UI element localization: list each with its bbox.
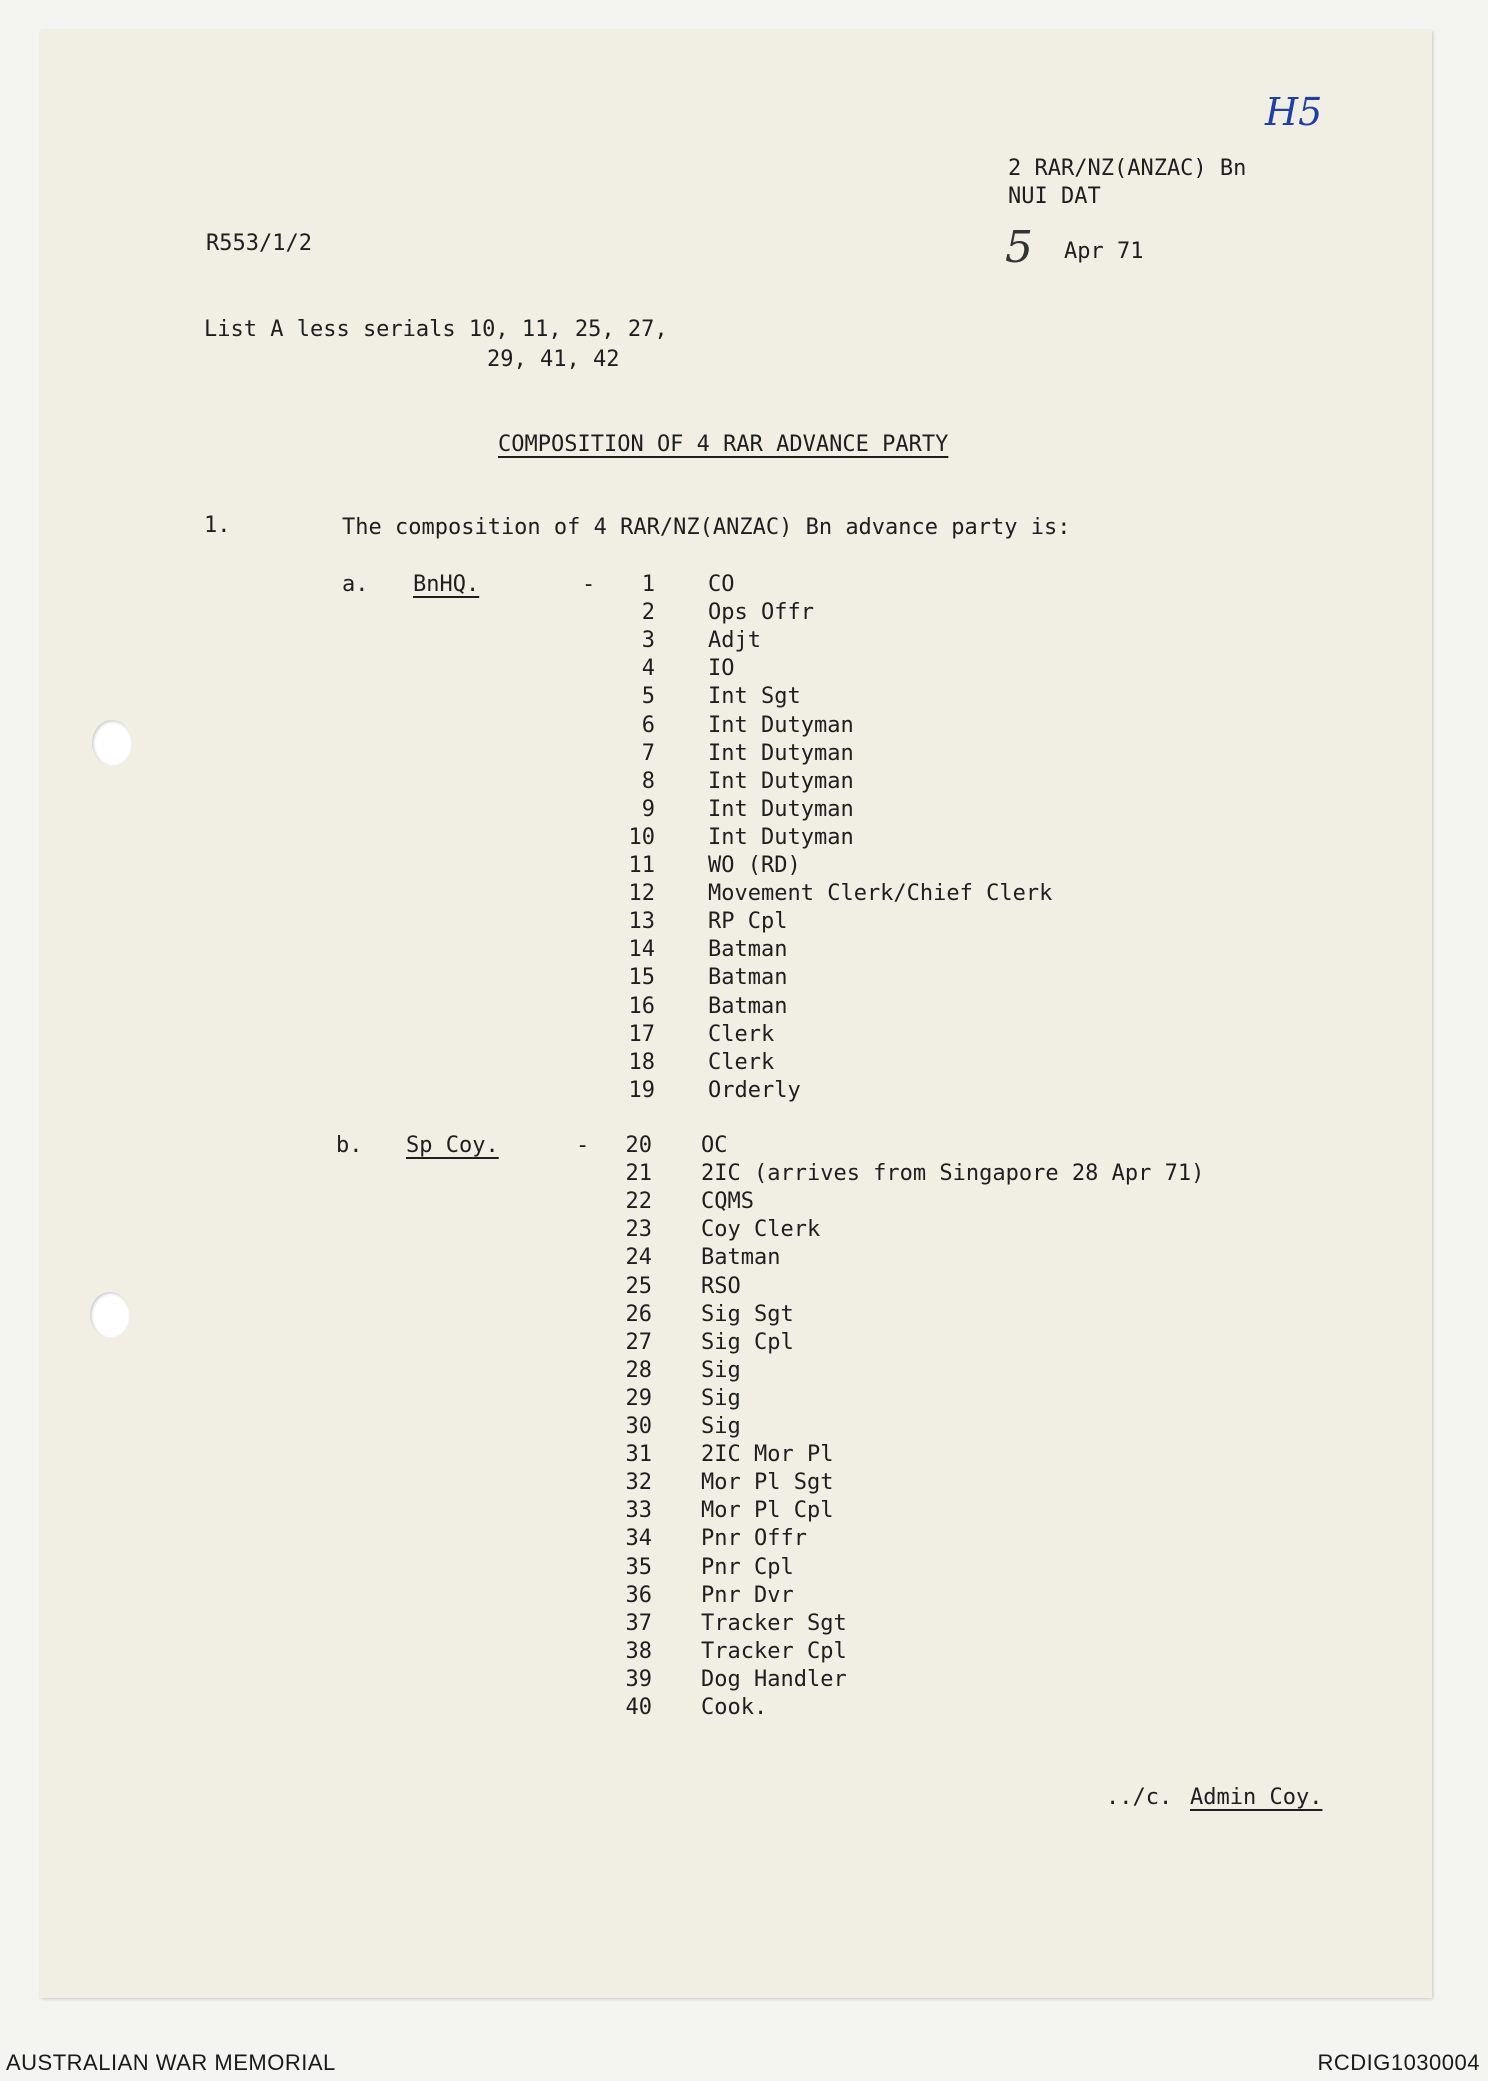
serial-number: 31 [625, 1442, 652, 1468]
serial-number: 15 [628, 965, 655, 991]
section-a-heading: BnHQ. [413, 572, 480, 597]
serial-number: 29 [625, 1385, 652, 1411]
serial-role: Ops Offr [708, 600, 814, 626]
serial-role: Int Dutyman [708, 712, 854, 738]
section-b-heading: Sp Coy. [406, 1133, 499, 1158]
serial-role: Clerk [708, 1049, 775, 1075]
serial-role: Adjt [708, 628, 761, 654]
document-title: COMPOSITION OF 4 RAR ADVANCE PARTY [498, 432, 949, 457]
serial-number: 24 [625, 1245, 652, 1271]
serial-role: Sig Sgt [701, 1301, 794, 1327]
serial-number: 37 [625, 1610, 652, 1636]
date-day-handwritten: 5 [1005, 222, 1033, 273]
serial-number: 4 [641, 656, 655, 682]
serial-role: Tracker Cpl [701, 1638, 847, 1664]
serial-number: 35 [625, 1554, 652, 1580]
footer-institution: AUSTRALIAN WAR MEMORIAL [6, 2050, 336, 2075]
serial-role: Int Sgt [708, 684, 801, 710]
serial-role: Pnr Dvr [701, 1582, 794, 1608]
serial-role: Batman [708, 937, 788, 963]
serial-number: 11 [628, 853, 655, 878]
serial-role: Int Dutyman [708, 768, 854, 794]
section-b-dash: - [576, 1133, 590, 1158]
serial-role: Mor Pl Sgt [701, 1470, 834, 1496]
serial-role: WO (RD) [708, 853, 801, 878]
serial-role: RSO [701, 1273, 741, 1299]
date: Apr 71 [1064, 239, 1144, 264]
serial-number: 8 [641, 768, 655, 794]
serial-number: 16 [628, 993, 655, 1019]
section-a-letter: a. [342, 572, 369, 597]
serial-number: 20 [625, 1133, 652, 1158]
serial-number: 33 [625, 1498, 652, 1524]
serial-number: 10 [628, 824, 655, 850]
serial-number: 32 [625, 1470, 652, 1496]
serial-number: 25 [625, 1273, 652, 1299]
serial-role: Cook. [701, 1695, 768, 1720]
serial-role: Orderly [708, 1077, 801, 1103]
punch-hole-bottom [90, 1292, 130, 1338]
serial-number: 19 [628, 1077, 655, 1103]
serial-number: 13 [628, 909, 655, 935]
serial-number: 21 [625, 1161, 652, 1187]
serial-role: RP Cpl [708, 909, 788, 935]
serial-role: Tracker Sgt [701, 1610, 847, 1636]
serial-role: Batman [708, 965, 788, 991]
serial-number: 1 [641, 572, 655, 597]
section-b-letter: b. [336, 1133, 363, 1158]
serial-number: 36 [625, 1582, 652, 1608]
serial-number: 2 [641, 600, 655, 626]
serial-role: CO [708, 572, 735, 597]
serial-role: Pnr Cpl [701, 1554, 794, 1580]
serial-role: Batman [708, 993, 788, 1019]
serial-role: Batman [701, 1245, 781, 1271]
serial-number: 7 [641, 740, 655, 766]
file-reference: R553/1/2 [206, 231, 312, 256]
serial-role: Coy Clerk [701, 1217, 821, 1243]
serial-number: 26 [625, 1301, 652, 1327]
serial-role: OC [701, 1133, 728, 1158]
paragraph-number: 1. [204, 513, 231, 538]
distribution-line-1: List A less serials 10, 11, 25, 27, [204, 317, 668, 342]
continuation-next: Admin Coy. [1190, 1785, 1323, 1810]
footer-record-id: RCDIG1030004 [1317, 2050, 1480, 2075]
serial-role: Dog Handler [701, 1666, 847, 1692]
unit-line-2: NUI DAT [1008, 184, 1101, 209]
serial-number: 18 [628, 1049, 655, 1075]
serial-number: 38 [625, 1638, 652, 1664]
serial-role: Mor Pl Cpl [701, 1498, 834, 1524]
punch-hole-top [92, 720, 132, 766]
serial-number: 3 [641, 628, 655, 654]
serial-number: 22 [625, 1189, 652, 1215]
serial-role: Movement Clerk/Chief Clerk [708, 881, 1053, 907]
serial-number: 34 [625, 1526, 652, 1552]
serial-number: 14 [628, 937, 655, 963]
paragraph-text: The composition of 4 RAR/NZ(ANZAC) Bn advance party is: [342, 515, 1071, 540]
serial-role: Sig [701, 1357, 741, 1383]
distribution-line-2: 29, 41, 42 [487, 347, 620, 372]
serial-role: 2IC (arrives from Singapore 28 Apr 71) [701, 1161, 1205, 1187]
section-a-dash: - [582, 572, 596, 597]
handwritten-ref: H5 [1265, 90, 1323, 134]
serial-number: 23 [625, 1217, 652, 1243]
serial-role: Pnr Offr [701, 1526, 807, 1552]
serial-role: Sig [701, 1385, 741, 1411]
serial-number: 39 [625, 1666, 652, 1692]
serial-role: 2IC Mor Pl [701, 1442, 834, 1468]
serial-role: Int Dutyman [708, 824, 854, 850]
serial-number: 40 [625, 1695, 652, 1720]
serial-number: 30 [625, 1414, 652, 1439]
serial-number: 28 [625, 1357, 652, 1383]
serial-number: 27 [625, 1329, 652, 1355]
serial-role: Sig Cpl [701, 1329, 794, 1355]
serial-role: CQMS [701, 1189, 754, 1215]
serial-number: 5 [641, 684, 655, 710]
serial-role: Clerk [708, 1021, 775, 1047]
unit-line-1: 2 RAR/NZ(ANZAC) Bn [1008, 156, 1247, 181]
serial-role: Int Dutyman [708, 740, 854, 766]
serial-number: 17 [628, 1021, 655, 1047]
serial-role: Sig [701, 1414, 741, 1439]
serial-number: 12 [628, 881, 655, 907]
serial-role: IO [708, 656, 735, 682]
serial-number: 9 [641, 796, 655, 822]
serial-number: 6 [641, 712, 655, 738]
serial-role: Int Dutyman [708, 796, 854, 822]
continuation-prefix: ../c. [1106, 1785, 1173, 1810]
